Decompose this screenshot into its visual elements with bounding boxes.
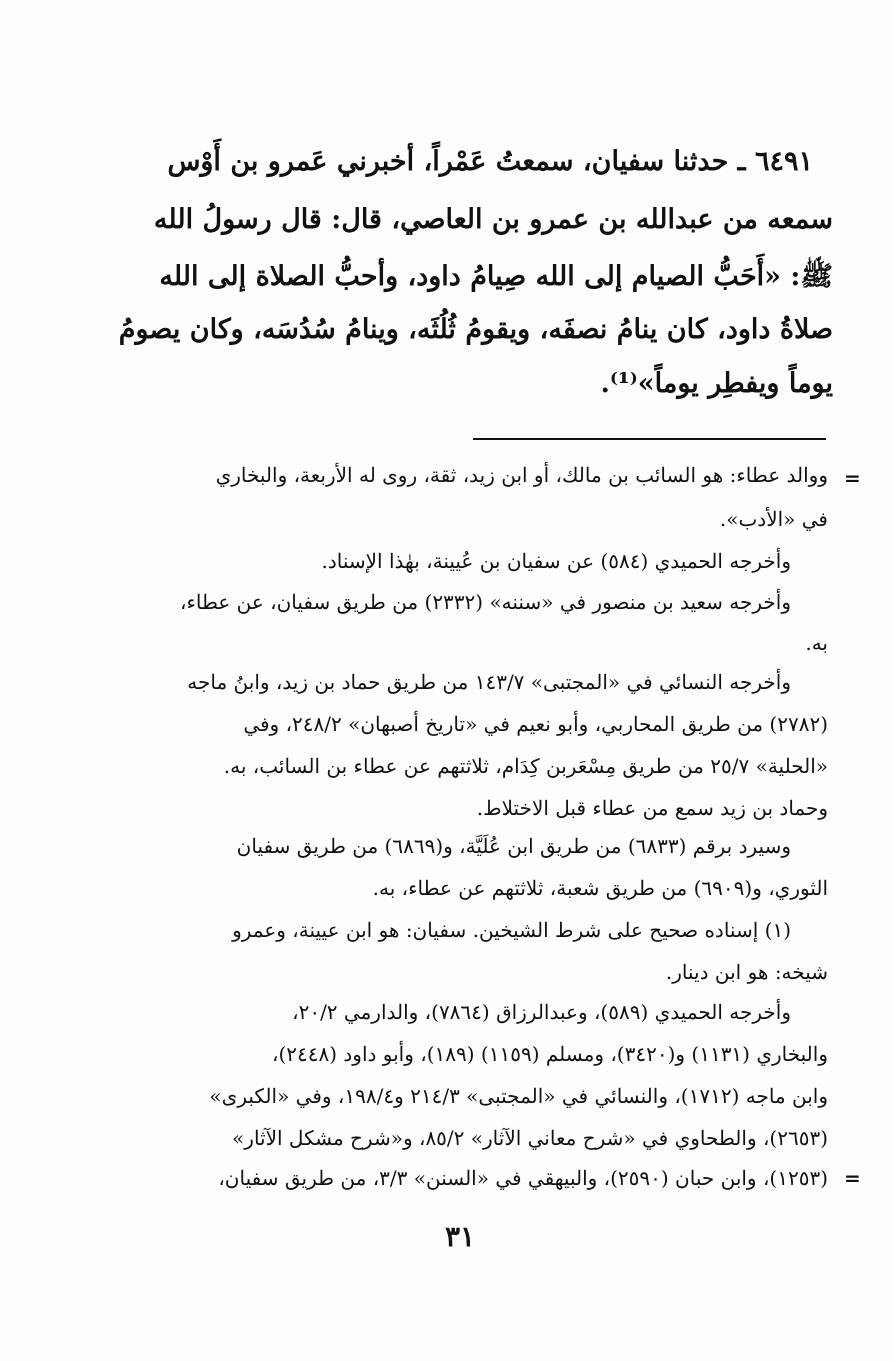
footnote-line-18: (١٢٥٣)، وابن حبان (٢٥٩٠)، والبيهقي في «السنن» ٣/٣، من طريق سفيان، — [218, 1166, 828, 1190]
footnote-separator — [473, 438, 826, 440]
hadith-line-1: ٦٤٩١ ـ حدثنا سفيان، سمعتُ عَمْراً، أخبرني عَمرو بن أَوْس — [167, 146, 813, 177]
footnote-line-8: «الحلية» ٢٥/٧ من طريق مِسْعَربن كِدَام، ثلاثتهم عن عطاء بن السائب، به. — [223, 754, 828, 778]
footnote-line-7: (٢٧٨٢) من طريق المحاربي، وأبو نعيم في «تاريخ أصبهان» ٢٤٨/٢، وفي — [243, 712, 828, 736]
hadith-line-2: سمعه من عبدالله بن عمرو بن العاصي، قال: قال رسولُ الله — [153, 204, 833, 235]
page-number: ٣١ — [445, 1220, 476, 1253]
footnote-line-1: ووالد عطاء: هو السائب بن مالك، أو ابن زيد، ثقة، روى له الأربعة، والبخاري — [215, 463, 828, 487]
footnote-line-13: شيخه: هو ابن دينار. — [665, 960, 828, 984]
footnote-line-9: وحماد بن زيد سمع من عطاء قبل الاختلاط. — [476, 796, 828, 820]
footnote-line-6: وأخرجه النسائي في «المجتبى» ١٤٣/٧ من طريق حماد بن زيد، وابنُ ماجه — [187, 670, 791, 694]
continuation-mark-bottom: = — [844, 1166, 861, 1190]
hadith-line-5: يوماً ويفطِر يوماً»⁽¹⁾. — [600, 368, 833, 399]
footnote-line-2: في «الأدب». — [719, 507, 828, 531]
footnote-line-10: وسيرد برقم (٦٨٣٣) من طريق ابن عُلَيَّة، و(٦٨٦٩) من طريق سفيان — [236, 834, 791, 858]
hadith-line-4: صلاةُ داود، كان ينامُ نصفَه، ويقومُ ثُلُثَه، وينامُ سُدُسَه، وكان يصومُ — [118, 314, 833, 345]
continuation-mark-top: = — [844, 466, 861, 490]
footnote-line-11: الثوري، و(٦٩٠٩) من طريق شعبة، ثلاثتهم عن عطاء، به. — [372, 876, 828, 900]
footnote-line-16: وابن ماجه (١٧١٢)، والنسائي في «المجتبى» ٢١٤/٣ و١٩٨/٤، وفي «الكبرى» — [209, 1084, 828, 1108]
footnote-line-5: به. — [805, 631, 828, 655]
footnote-line-17: (٢٦٥٣)، والطحاوي في «شرح معاني الآثار» ٨٥/٢، و«شرح مشكل الآثار» — [232, 1126, 828, 1150]
footnote-line-4: وأخرجه سعيد بن منصور في «سننه» (٢٣٣٢) من طريق سفيان، عن عطاء، — [179, 590, 791, 614]
footnote-line-3: وأخرجه الحميدي (٥٨٤) عن سفيان بن عُيينة، بهٰذا الإسناد. — [321, 549, 791, 573]
footnote-line-14: وأخرجه الحميدي (٥٨٩)، وعبدالرزاق (٧٨٦٤)، والدارمي ٢٠/٢، — [292, 1000, 791, 1024]
footnote-line-15: والبخاري (١١٣١) و(٣٤٢٠)، ومسلم (١١٥٩) (١٨٩)، وأبو داود (٢٤٤٨)، — [272, 1042, 828, 1066]
footnote-line-12: (١) إسناده صحيح على شرط الشيخين. سفيان: هو ابن عيينة، وعمرو — [232, 918, 791, 942]
hadith-line-3: ﷺ: «أَحَبُّ الصيام إلى الله صِيامُ داود، وأحبُّ الصلاة إلى الله — [159, 261, 833, 292]
